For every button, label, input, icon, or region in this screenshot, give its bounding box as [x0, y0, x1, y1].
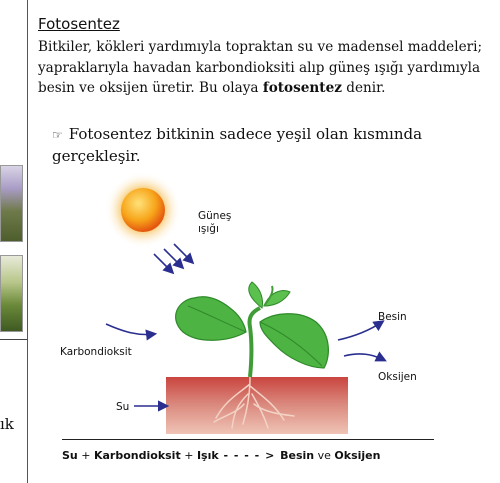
food-label: Besin: [378, 311, 407, 323]
photosynthesis-diagram: [38, 172, 458, 434]
paragraph-end: denir.: [341, 80, 386, 96]
sun-label-line1: Güneş: [198, 210, 232, 222]
oxygen-arrow: [344, 354, 384, 360]
left-column-strip: [0, 0, 27, 483]
eq-water: Su: [62, 449, 78, 462]
column-rule: [0, 339, 27, 340]
eq-and: ve: [314, 449, 335, 462]
note-line: [52, 124, 482, 167]
column-divider: [27, 0, 28, 483]
right-leaf: [260, 314, 328, 368]
pointing-hand-icon: ☞: [52, 128, 63, 142]
eq-co2: Karbondioksit: [93, 449, 181, 462]
page-heading: Fotosentez: [38, 15, 120, 33]
bold-term: fotosentez: [262, 80, 342, 96]
paragraph-text: Bitkiler, kökleri yardımıyla topraktan su ve madensel maddeleri; yapraklarıyla havadan karbondioksiti alıp güneş ışığı yardımıyla besin ve oksijen üretir. Bu olaya: [38, 39, 483, 96]
sun-label-line2: ışığı: [198, 223, 219, 235]
eq-light: Işık: [196, 449, 219, 462]
eq-arrow: - - - - >: [218, 449, 281, 462]
food-arrow: [338, 322, 382, 340]
flower-photo: [0, 165, 23, 242]
definition-paragraph: [38, 37, 493, 99]
equation-rule: [62, 439, 434, 440]
grass-photo: [0, 255, 23, 332]
co2-label: Karbondioksit: [60, 346, 132, 358]
water-label: Su: [116, 401, 130, 413]
eq-food: Besin: [280, 449, 315, 462]
cropped-word: ık: [0, 415, 14, 433]
eq-oxygen: Oksijen: [334, 449, 381, 462]
co2-arrow: [106, 324, 154, 335]
left-leaf: [176, 297, 246, 341]
photosynthesis-equation: [62, 449, 380, 462]
top-leaf-right: [264, 291, 290, 306]
sun-icon: [105, 172, 181, 248]
oxygen-label: Oksijen: [378, 371, 417, 383]
top-leaf-left: [249, 282, 263, 308]
note-text: Fotosentez bitkinin sadece yeşil olan kısmında gerçekleşir.: [52, 125, 423, 165]
eq-plus-1: +: [77, 449, 94, 462]
eq-plus-2: +: [180, 449, 197, 462]
plant-stem: [249, 308, 260, 377]
sun-ray-arrows: [154, 244, 192, 272]
